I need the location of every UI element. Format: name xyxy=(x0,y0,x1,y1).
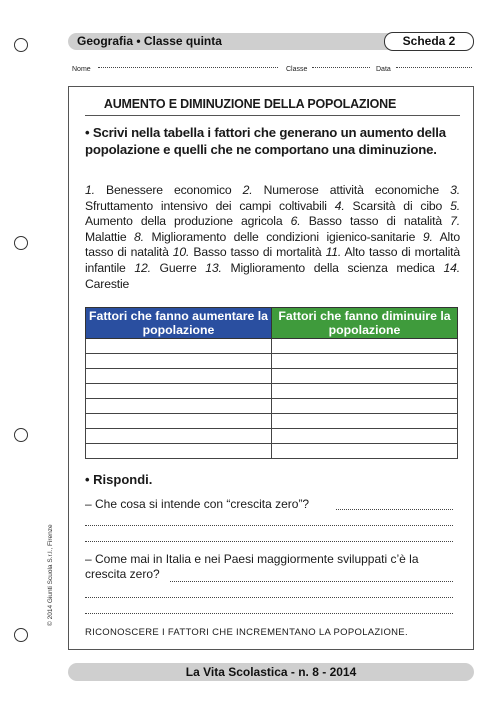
factor-item xyxy=(291,214,450,228)
class-line[interactable] xyxy=(312,66,370,68)
factor-item xyxy=(243,183,450,197)
decrease-cell[interactable] xyxy=(272,399,458,414)
increase-cell[interactable] xyxy=(86,339,272,354)
answer-line[interactable] xyxy=(85,540,453,542)
factor-text: Alto tasso di natalità xyxy=(85,229,460,260)
subject-title: Geografia • Classe quinta xyxy=(77,34,222,48)
increase-cell[interactable] xyxy=(86,384,272,399)
class-label: Classe xyxy=(286,66,308,73)
factor-item xyxy=(173,245,326,259)
answer-line[interactable] xyxy=(85,612,453,614)
factor-text: Alto tasso di mortalità infantile xyxy=(85,245,461,275)
factor-item xyxy=(134,261,205,275)
answer-line[interactable] xyxy=(85,524,453,526)
date-line[interactable] xyxy=(396,66,472,68)
factor-text: Guerre xyxy=(150,260,206,275)
table-row xyxy=(86,369,458,384)
factor-number: 10. xyxy=(172,245,190,260)
factor-item xyxy=(85,183,243,197)
answer-line[interactable] xyxy=(170,580,453,582)
factor-text: Basso tasso di natalità xyxy=(300,214,451,229)
name-label: Nome xyxy=(72,66,91,73)
answer-line[interactable] xyxy=(85,596,453,598)
binder-hole xyxy=(14,428,28,442)
page-title: AUMENTO E DIMINUZIONE DELLA POPOLAZIONE xyxy=(103,97,397,111)
factor-number: 6. xyxy=(290,214,301,229)
factor-number: 13. xyxy=(205,260,222,275)
factor-text: Scarsità di cibo xyxy=(344,198,451,213)
factor-text: Carestie xyxy=(85,276,130,291)
table-row xyxy=(86,384,458,399)
binder-hole xyxy=(14,38,28,52)
factor-text: Basso tasso di mortalità xyxy=(189,245,326,260)
decrease-cell[interactable] xyxy=(272,384,458,399)
student-fields xyxy=(72,66,474,78)
decrease-cell[interactable] xyxy=(272,429,458,444)
footer-bar: La Vita Scolastica - n. 8 - 2014 xyxy=(68,663,474,681)
increase-column-header: Fattori che fanno aumentare la popolazione xyxy=(86,308,272,339)
factor-list xyxy=(85,183,460,292)
factor-text: Miglioramento delle condizioni igienico-sanitarie xyxy=(143,229,423,244)
header-bar xyxy=(68,33,474,50)
increase-cell[interactable] xyxy=(86,354,272,369)
factor-number: 2. xyxy=(242,183,253,197)
factor-number: 7. xyxy=(450,214,460,229)
table-row xyxy=(86,414,458,429)
factor-item xyxy=(205,261,443,275)
table-row xyxy=(86,354,458,369)
factor-item xyxy=(335,199,450,213)
decrease-cell[interactable] xyxy=(272,339,458,354)
answer-line[interactable] xyxy=(336,508,453,510)
answer-heading: • Rispondi. xyxy=(85,472,153,487)
factors-table xyxy=(85,307,458,459)
decrease-cell[interactable] xyxy=(272,354,458,369)
increase-cell[interactable] xyxy=(86,444,272,459)
factor-item xyxy=(134,230,423,244)
factor-number: 8. xyxy=(134,229,144,244)
increase-cell[interactable] xyxy=(86,399,272,414)
decrease-cell[interactable] xyxy=(272,369,458,384)
factor-text: Miglioramento della scienza medica xyxy=(221,260,444,275)
table-row xyxy=(86,339,458,354)
copyright: © 2014 Giunti Scuola S.r.l., Firenze xyxy=(47,524,54,626)
factor-text: Numerose attività economiche xyxy=(252,183,451,197)
decrease-column-header: Fattori che fanno diminuire la popolazione xyxy=(272,308,458,339)
table-row xyxy=(86,444,458,459)
factor-number: 11. xyxy=(325,245,342,260)
instruction: • Scrivi nella tabella i fattori che generano un aumento della popolazione e quelli che ne comportano una diminuzione. xyxy=(85,125,446,157)
factor-number: 14. xyxy=(443,260,460,275)
binder-hole xyxy=(14,628,28,642)
learning-objective: RICONOSCERE I FATTORI CHE INCREMENTANO LA POPOLAZIONE. xyxy=(85,627,408,638)
date-label: Data xyxy=(376,66,391,73)
increase-cell[interactable] xyxy=(86,414,272,429)
worksheet-badge: Scheda 2 xyxy=(384,32,474,51)
increase-cell[interactable] xyxy=(86,369,272,384)
question-1-text: – Che cosa si intende con “crescita zero”? xyxy=(85,497,310,511)
factor-number: 4. xyxy=(334,198,345,213)
decrease-cell[interactable] xyxy=(272,444,458,459)
increase-cell[interactable] xyxy=(86,429,272,444)
factor-text: Aumento della produzione agricola xyxy=(85,214,291,229)
factor-text: Malattie xyxy=(85,229,135,244)
decrease-cell[interactable] xyxy=(272,414,458,429)
question-2 xyxy=(85,552,460,582)
binder-hole xyxy=(14,236,28,250)
factor-number: 1. xyxy=(85,183,95,197)
table-row xyxy=(86,399,458,414)
factor-number: 12. xyxy=(134,260,151,275)
factor-text: Benessere economico xyxy=(94,183,243,197)
factor-number: 3. xyxy=(450,183,460,197)
factor-number: 5. xyxy=(450,198,460,213)
factor-number: 9. xyxy=(422,229,433,244)
name-line[interactable] xyxy=(98,66,278,68)
table-row xyxy=(86,429,458,444)
question-2-text: – Come mai in Italia e nei Paesi maggiormente sviluppati c’è la crescita zero? xyxy=(85,552,419,581)
factor-text: Sfruttamento intensivo dei campi coltivabili xyxy=(85,198,335,213)
